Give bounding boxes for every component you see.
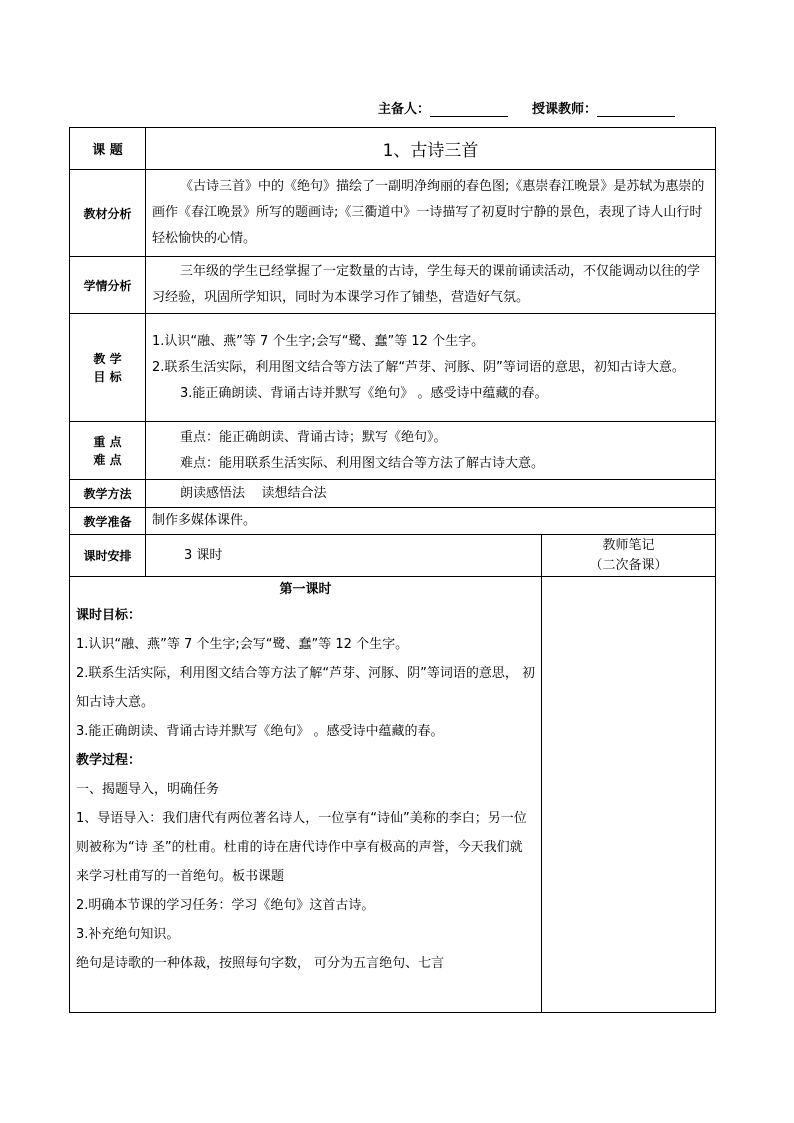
preparer — [378, 98, 508, 117]
topic-label: 课 题 — [70, 128, 146, 170]
teacher-notes-header — [542, 535, 716, 577]
row-prep — [70, 508, 716, 535]
row-goals — [70, 314, 716, 422]
lesson-plan-table — [69, 127, 716, 1013]
header — [378, 98, 675, 117]
row-learners — [70, 257, 716, 314]
preparer-label: 主备人： — [378, 102, 431, 117]
difficult-point: 难点：能用联系生活实际、利用图文结合等方法了解古诗大意。 — [180, 455, 545, 471]
process-step: 3.补充绝句知识。 — [76, 927, 180, 942]
notes-subtitle: （二次备课） — [589, 557, 668, 573]
goal-item: 3.能正确朗读、背诵古诗并默写《绝句》 。感受诗中蕴藏的春。 — [180, 385, 548, 401]
topic-value: 1、古诗三首 — [146, 128, 716, 170]
process-step: 1、导语导入：我们唐代有两位著名诗人，一位享有“诗仙”美称的李白；另一位则被称为“诗 圣”的杜甫。杜甫的诗在唐代诗作中享有极高的声誉，今天我们就来学习杜甫写的一首绝句。板书课题 — [76, 811, 527, 884]
lesson-goal: 3.能正确朗读、背诵古诗并默写《绝句》 。感受诗中蕴藏的春。 — [76, 724, 444, 739]
teacher-label: 授课教师： — [532, 102, 598, 117]
goals-text — [146, 314, 716, 422]
goals-label — [70, 314, 146, 422]
process-heading: 教学过程： — [76, 753, 142, 768]
row-topic — [70, 128, 716, 170]
row-key-points — [70, 422, 716, 480]
row-textbook — [70, 170, 716, 257]
process-step: 绝句是诗歌的一种体裁，按照每句字数， 可分为五言绝句、七言 — [76, 956, 445, 971]
key-label-2: 难 点 — [93, 452, 122, 467]
goal-item: 1.认识“融、燕”等 7 个生字;会写“鹭、蠢”等 12 个生字。 — [152, 333, 485, 349]
schedule-value: 3 课时 — [146, 535, 542, 577]
learners-text: 三年级的学生已经掌握了一定数量的古诗，学生每天的课前诵读活动，不仅能调动以往的学习经验，巩固所学知识，同时为本课学习作了铺垫，营造好气氛。 — [146, 257, 716, 314]
lesson-content — [70, 577, 542, 1013]
teacher — [532, 98, 675, 117]
lesson-goal: 2.联系生活实际，利用图文结合等方法了解“芦芽、河豚、阴”等词语的意思， 初知古诗大意。 — [76, 666, 536, 710]
key-points-label — [70, 422, 146, 480]
process-step: 一、揭题导入，明确任务 — [76, 782, 220, 797]
process-step: 2.明确本节课的学习任务：学习《绝句》这首古诗。 — [76, 898, 375, 913]
goals-label-2: 目 标 — [93, 369, 122, 384]
teacher-notes-area[interactable] — [542, 577, 716, 1013]
lesson-goal: 1.认识“融、燕”等 7 个生字;会写“鹭、蠢”等 12 个生字。 — [76, 637, 409, 652]
schedule-label: 课时安排 — [70, 535, 146, 577]
learners-label: 学情分析 — [70, 257, 146, 314]
key-label-1: 重 点 — [93, 434, 122, 449]
goal-item: 2.联系生活实际，利用图文结合等方法了解“芦芽、河豚、阴”等词语的意思，初知古诗大意。 — [152, 359, 685, 375]
row-method — [70, 480, 716, 508]
prep-label: 教学准备 — [70, 508, 146, 535]
textbook-label: 教材分析 — [70, 170, 146, 257]
key-points-text — [146, 422, 716, 480]
prep-value: 制作多媒体课件。 — [146, 508, 716, 535]
lesson-goals-heading: 课时目标： — [76, 608, 142, 623]
row-schedule — [70, 535, 716, 577]
lesson-title: 第一课时 — [279, 582, 332, 597]
textbook-text: 《古诗三首》中的《绝句》描绘了一副明净绚丽的春色图;《惠崇春江晚景》是苏轼为惠崇的画作《春江晚景》所写的题画诗;《三衢道中》一诗描写了初夏时宁静的景色，表现了诗人山行时轻松愉快的心情。 — [146, 170, 716, 257]
row-lesson — [70, 577, 716, 1013]
method-value: 朗读感悟法 读想结合法 — [146, 480, 716, 508]
goals-label-1: 教 学 — [93, 351, 122, 366]
notes-title: 教师笔记 — [602, 537, 655, 553]
teacher-blank[interactable] — [597, 102, 675, 117]
key-point: 重点：能正确朗读、背诵古诗；默写《绝句》。 — [180, 429, 447, 445]
method-label: 教学方法 — [70, 480, 146, 508]
preparer-blank[interactable] — [430, 102, 508, 117]
